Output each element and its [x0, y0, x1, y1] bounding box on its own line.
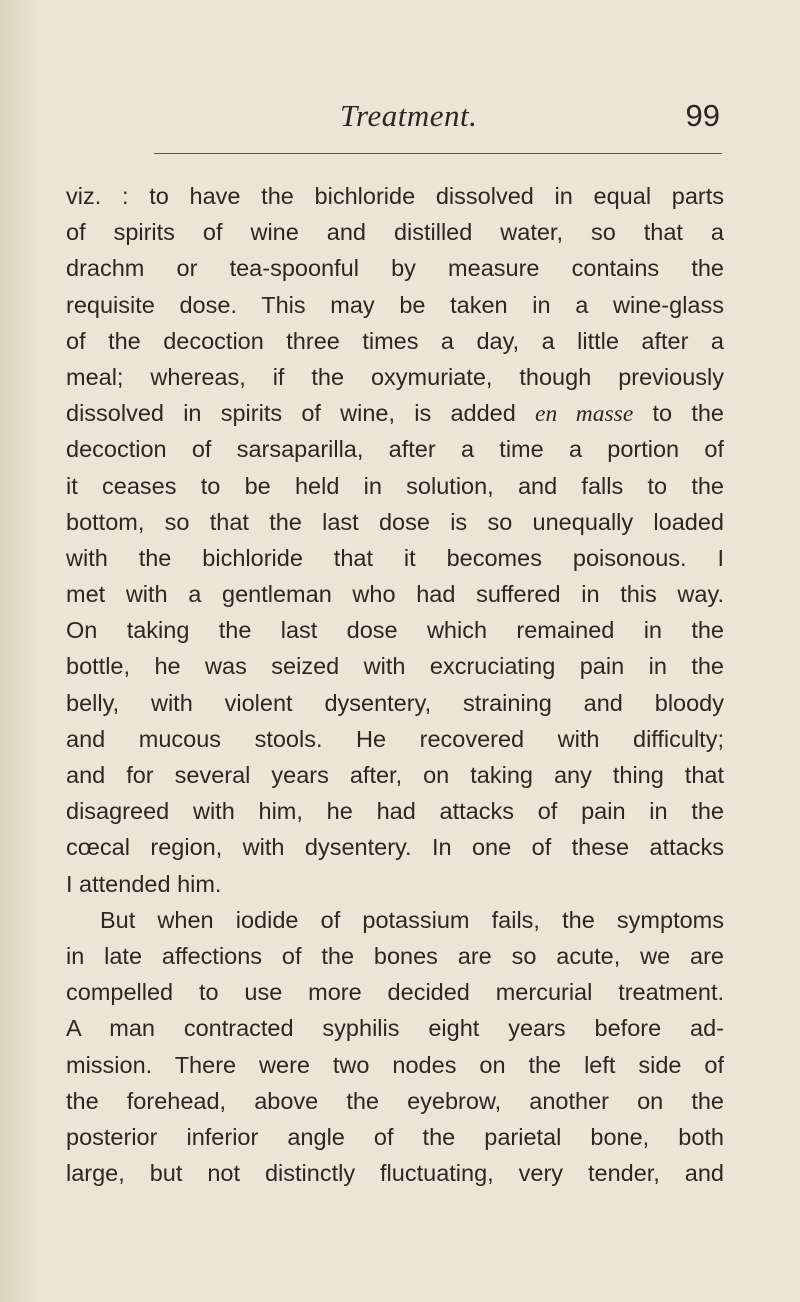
text-segment: dissolved in spirits of wine, is added	[66, 400, 516, 427]
text-line: decoction of sarsaparilla, after a time a portion of	[66, 436, 724, 463]
text-line: belly, with violent dysentery, straining and bloody	[66, 689, 724, 716]
header-rule	[154, 153, 722, 154]
paragraph-end-line: I attended him.	[66, 870, 222, 897]
text-line: mission. There were two nodes on the left side of	[66, 1051, 724, 1078]
text-line: and for several years after, on taking any thing that	[66, 762, 724, 788]
text-line: large, but not distinctly fluctuating, very tender, and	[66, 1160, 724, 1187]
text-line: On taking the last dose which remained in the	[66, 617, 724, 644]
text-line: A man contracted syphilis eight years before ad-	[66, 1015, 724, 1042]
text-segment: to the	[652, 400, 724, 427]
text-line: drachm or tea-spoonful by measure contains the	[66, 255, 724, 282]
page-gutter-shadow	[0, 0, 40, 1302]
text-line: posterior inferior angle of the parietal bone, both	[66, 1123, 724, 1150]
text-line: in late affections of the bones are so acute, we are	[66, 942, 724, 969]
text-line: of spirits of wine and distilled water, so that a	[66, 219, 724, 246]
text-line: of the decoction three times a day, a little after a	[66, 327, 724, 354]
text-line: requisite dose. This may be taken in a wine-glass	[66, 291, 724, 318]
italic-phrase: en masse	[535, 401, 634, 428]
text-line: with the bichloride that it becomes poisonous. I	[66, 544, 724, 571]
page-number: 99	[685, 98, 720, 133]
text-line: disagreed with him, he had attacks of pain in the	[66, 798, 724, 825]
text-line	[66, 395, 724, 431]
text-line: it ceases to be held in solution, and falls to the	[66, 472, 724, 499]
text-line: viz. : to have the bichloride dissolved in equal parts	[66, 183, 724, 209]
text-line: meal; whereas, if the oxymuriate, though previously	[66, 363, 724, 390]
text-line: the forehead, above the eyebrow, another on the	[66, 1087, 724, 1114]
body-text	[66, 178, 724, 1191]
text-line: bottom, so that the last dose is so unequally loaded	[66, 508, 724, 535]
text-line: met with a gentleman who had suffered in this way.	[66, 581, 724, 608]
text-line: cœcal region, with dysentery. In one of these attacks	[66, 834, 724, 861]
paragraph-start-line: But when iodide of potassium fails, the symptoms	[100, 906, 724, 933]
text-line: and mucous stools. He recovered with difficulty;	[66, 725, 724, 752]
text-line: bottle, he was seized with excruciating pain in the	[66, 653, 724, 680]
running-title: Treatment.	[340, 98, 478, 133]
text-line: compelled to use more decided mercurial treatment.	[66, 979, 724, 1006]
page-header	[140, 98, 720, 142]
